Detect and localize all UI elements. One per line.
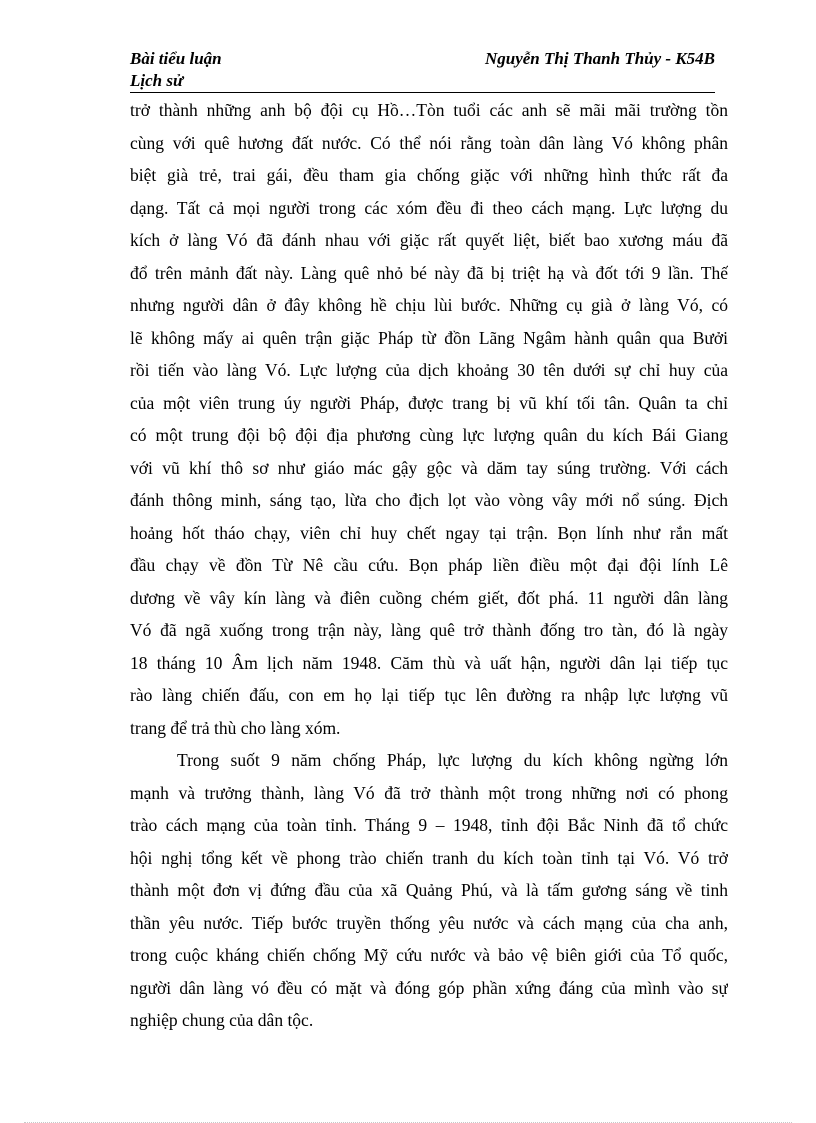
header-author: Nguyễn Thị Thanh Thủy - K54B bbox=[484, 49, 715, 68]
text-line: trào cách mạng của toàn tỉnh. Tháng 9 – 1948, tỉnh đội Bắc Ninh đã tổ chức bbox=[130, 815, 728, 835]
header-document-type: Bài tiểu luận bbox=[130, 49, 222, 68]
text-line: hội nghị tổng kết về phong trào chiến tranh du kích toàn tỉnh tại Vó. Vó trở bbox=[130, 847, 728, 868]
paragraph-2 bbox=[130, 744, 728, 1037]
text-line: của một viên trung úy người Pháp, được trang bị vũ khí tối tân. Quân ta chỉ bbox=[130, 392, 728, 413]
text-line: dương về vây kín làng và điên cuồng chém giết, đốt phá. 11 người dân làng bbox=[130, 587, 728, 608]
text-line: người dân làng vó đều có mặt và đóng góp phần xứng đáng của mình vào sự bbox=[130, 977, 728, 998]
text-line: đổ trên mảnh đất này. Làng quê nhỏ bé này đã bị triệt hạ và đốt tới 9 lần. Thế bbox=[130, 262, 728, 283]
text-line: trở thành những anh bộ đội cụ Hồ…Tòn tuổi các anh sẽ mãi mãi trường tồn bbox=[130, 100, 728, 120]
text-line: thần yêu nước. Tiếp bước truyền thống yêu nước và cách mạng của cha anh, bbox=[130, 912, 728, 933]
text-line: với vũ khí thô sơ như giáo mác gậy gộc và dăm tay súng trường. Với cách bbox=[130, 457, 728, 478]
header-divider bbox=[130, 92, 715, 93]
text-line: Trong suốt 9 năm chống Pháp, lực lượng du kích không ngừng lớn bbox=[177, 750, 728, 770]
text-line: biệt già trẻ, trai gái, đều tham gia chống giặc với những hình thức rất đa bbox=[130, 165, 728, 185]
document-body bbox=[130, 94, 728, 1037]
text-line: rồi tiến vào làng Vó. Lực lượng của dịch khoảng 30 tên dưới sự chỉ huy của bbox=[130, 360, 728, 380]
header-subject: Lịch sử bbox=[130, 71, 184, 90]
text-line: trong cuộc kháng chiến chống Mỹ cứu nước và bảo vệ biên giới của Tổ quốc, bbox=[130, 945, 728, 965]
text-line: trang để trả thù cho làng xóm. bbox=[130, 717, 341, 738]
paragraph-1 bbox=[130, 94, 728, 744]
text-line: mạnh và trưởng thành, làng Vó đã trở thành một trong những nơi có phong bbox=[130, 782, 728, 803]
text-line: hoảng hốt tháo chạy, viên chỉ huy chết ngay tại trận. Bọn lính như rắn mất bbox=[130, 522, 728, 543]
text-line: dạng. Tất cả mọi người trong các xóm đều đi theo cách mạng. Lực lượng du bbox=[130, 197, 728, 218]
text-line: rào làng chiến đấu, con em họ lại tiếp tục lên đường ra nhập lực lượng vũ bbox=[130, 685, 728, 705]
text-line: nghiệp chung của dân tộc. bbox=[130, 1010, 314, 1030]
header-left bbox=[130, 48, 330, 92]
text-line: 18 tháng 10 Âm lịch năm 1948. Căm thù và uất hận, người dân lại tiếp tục bbox=[130, 652, 728, 673]
page-header bbox=[130, 48, 715, 96]
text-line: đầu chạy về đồn Từ Nê cầu cứu. Bọn pháp liền điều một đại đội lính Lê bbox=[130, 555, 728, 575]
text-line: cùng với quê hương đất nước. Có thể nói rằng toàn dân làng Vó không phân bbox=[130, 132, 728, 153]
text-line: đánh thông minh, sáng tạo, lừa cho địch lọt vào vòng vây mới nổ súng. Địch bbox=[130, 490, 728, 510]
text-line: lẽ không mấy ai quên trận giặc Pháp từ đồn Lãng Ngâm hành quân qua Bưởi bbox=[130, 327, 728, 348]
text-line: có một trung đội bộ đội địa phương cùng lực lượng quân du kích Bái Giang bbox=[130, 425, 728, 445]
text-line: thành một đơn vị đứng đầu của xã Quảng Phú, và là tấm gương sáng về tinh bbox=[130, 880, 728, 900]
text-line: Vó đã ngã xuống trong trận này, làng quê trở thành đống tro tàn, đó là ngày bbox=[130, 620, 728, 640]
text-line: nhưng người dân ở đây không hề chịu lùi bước. Những cụ già ở làng Vó, có bbox=[130, 295, 728, 315]
text-line: kích ở làng Vó đã đánh nhau với giặc rất quyết liệt, biết bao xương máu đã bbox=[130, 230, 728, 250]
